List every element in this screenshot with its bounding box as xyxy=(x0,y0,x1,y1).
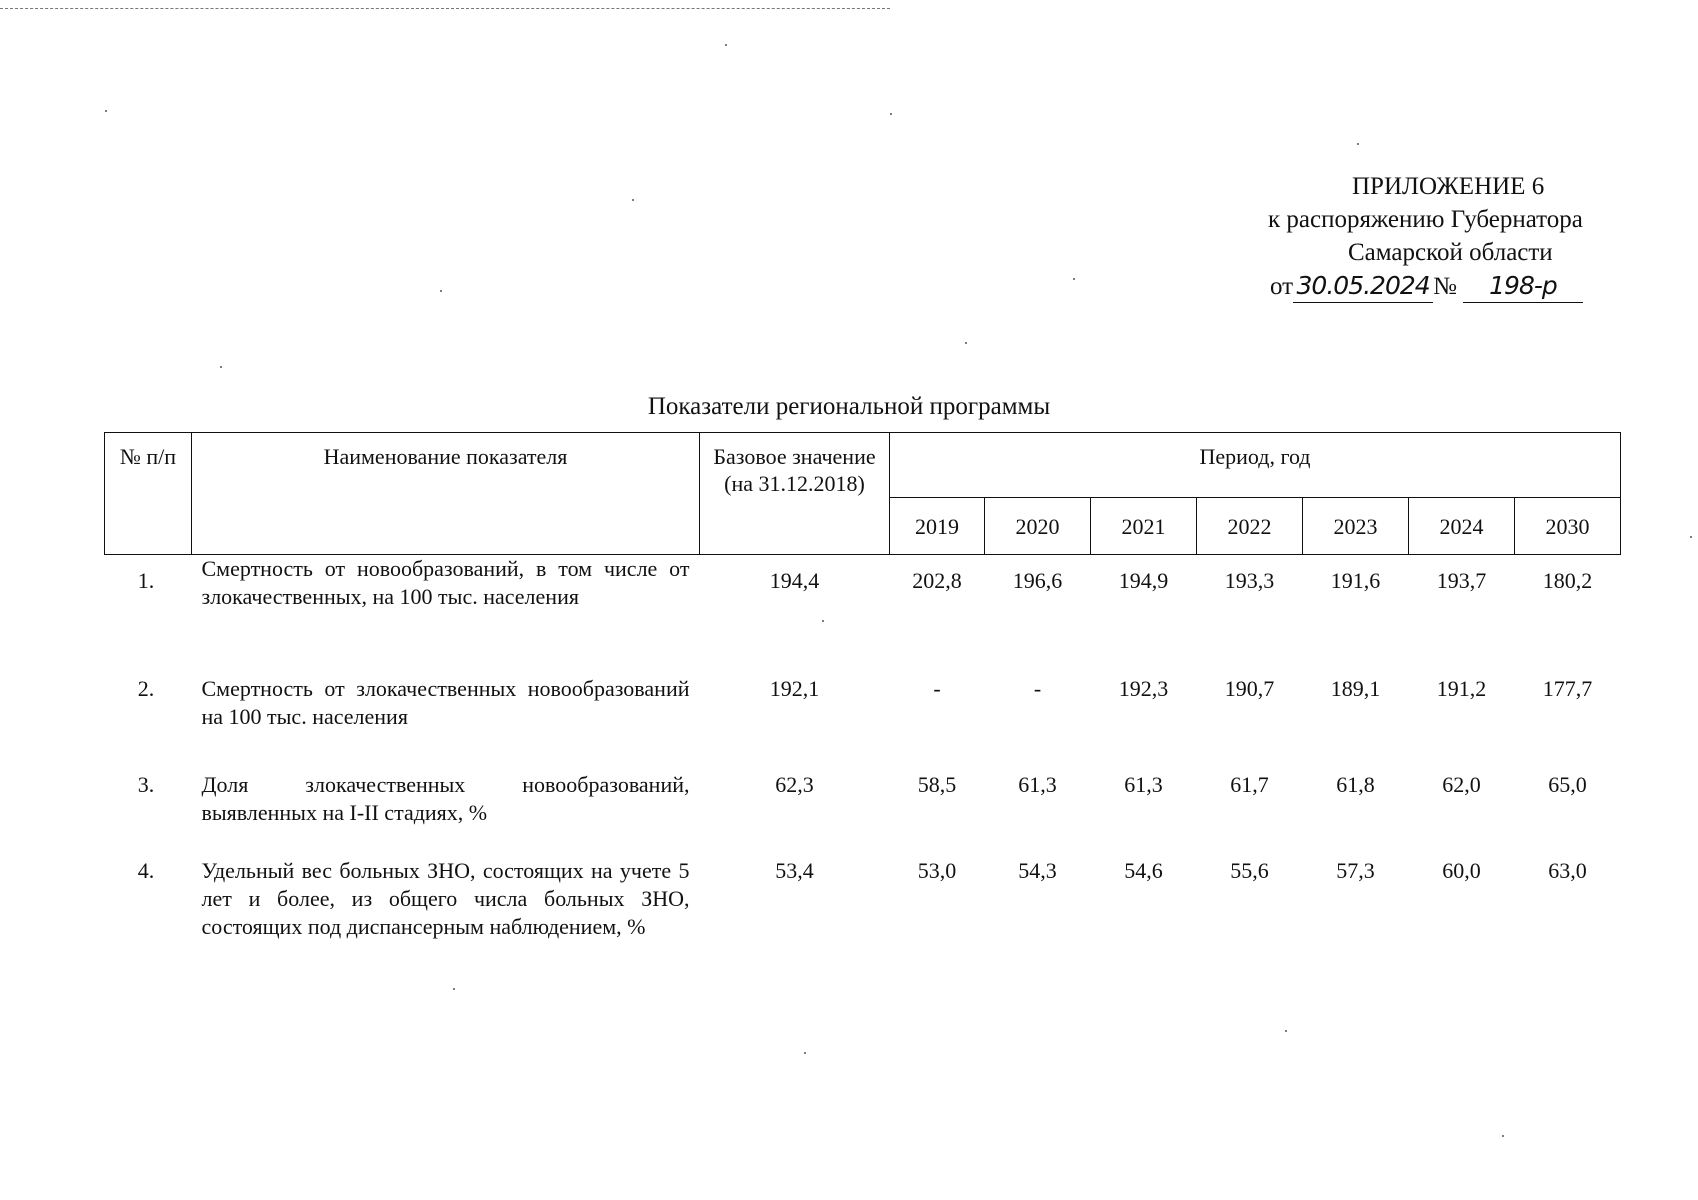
row-number: 1. xyxy=(137,568,155,593)
handwritten-date: 30.05.2024 xyxy=(1293,269,1433,303)
base-value: 192,1 xyxy=(769,676,820,701)
year-value: 60,0 xyxy=(1442,858,1481,883)
year-value: 54,6 xyxy=(1124,858,1163,883)
year-value: 193,3 xyxy=(1224,568,1275,593)
header-number: № п/п xyxy=(105,433,192,555)
scan-speck xyxy=(105,110,107,112)
header-period: Период, год xyxy=(890,433,1621,498)
scan-edge-line xyxy=(0,8,890,9)
handwritten-number: 198-р xyxy=(1463,269,1583,303)
year-value: 196,6 xyxy=(1012,568,1063,593)
year-value: 177,7 xyxy=(1542,676,1593,701)
table-row xyxy=(105,675,1621,771)
year-value: - xyxy=(1033,676,1042,701)
year-value: 62,0 xyxy=(1442,772,1481,797)
year-value: 53,0 xyxy=(917,858,957,883)
year-value: 55,6 xyxy=(1230,858,1269,883)
year-value: 61,8 xyxy=(1336,772,1375,797)
indicators-table xyxy=(104,432,1621,977)
appendix-date-number-line xyxy=(1270,269,1583,303)
scan-speck xyxy=(1357,143,1359,145)
year-value: 191,6 xyxy=(1330,568,1381,593)
year-value: 193,7 xyxy=(1436,568,1487,593)
scan-speck xyxy=(1073,278,1075,280)
year-value: 65,0 xyxy=(1548,772,1587,797)
year-value: 54,3 xyxy=(1018,858,1057,883)
number-label: № xyxy=(1433,273,1457,300)
year-value: 63,0 xyxy=(1548,858,1587,883)
base-value: 53,4 xyxy=(775,858,814,883)
header-year: 2030 xyxy=(1515,498,1621,555)
table-row xyxy=(105,555,1621,676)
scan-speck xyxy=(965,342,967,344)
year-value: 61,3 xyxy=(1124,772,1163,797)
indicator-name: Удельный вес больных ЗНО, состоящих на учете 5 лет и более, из общего числа больных ЗНО, состоящих под диспансерным наблюдением, % xyxy=(201,858,690,939)
year-value: 202,8 xyxy=(912,568,962,593)
header-year: 2022 xyxy=(1197,498,1303,555)
appendix-order-line: к распоряжению Губернатора xyxy=(1268,206,1583,233)
from-label: от xyxy=(1270,273,1294,300)
scan-speck xyxy=(804,1052,806,1054)
table-row xyxy=(105,771,1621,857)
year-value: 192,3 xyxy=(1118,676,1169,701)
scan-speck xyxy=(440,290,442,292)
scan-speck xyxy=(632,199,634,201)
scan-speck xyxy=(725,44,727,46)
row-number: 3. xyxy=(137,772,155,797)
scan-speck xyxy=(890,113,892,115)
indicator-name: Смертность от новообразований, в том числе от злокачественных, на 100 тыс. населения xyxy=(201,556,690,609)
year-value: 190,7 xyxy=(1224,676,1275,701)
table-row xyxy=(105,857,1621,977)
year-value: 57,3 xyxy=(1336,858,1375,883)
header-year: 2020 xyxy=(985,498,1091,555)
header-year: 2019 xyxy=(890,498,985,555)
year-value: 189,1 xyxy=(1330,676,1381,701)
base-value: 194,4 xyxy=(769,568,820,593)
header-year: 2024 xyxy=(1409,498,1515,555)
year-value: - xyxy=(933,676,941,701)
year-value: 191,2 xyxy=(1436,676,1487,701)
appendix-region-line: Самарской области xyxy=(1348,239,1553,266)
indicator-name: Доля злокачественных новообразований, выявленных на I-II стадиях, % xyxy=(201,772,690,825)
row-number: 4. xyxy=(137,858,155,883)
year-value: 58,5 xyxy=(917,772,957,797)
year-value: 180,2 xyxy=(1542,568,1593,593)
scan-speck xyxy=(1502,1135,1504,1137)
row-number: 2. xyxy=(137,676,155,701)
document-title: Показатели региональной программы xyxy=(647,393,1051,420)
year-value: 61,7 xyxy=(1230,772,1269,797)
header-year: 2021 xyxy=(1091,498,1197,555)
header-year: 2023 xyxy=(1303,498,1409,555)
year-value: 61,3 xyxy=(1018,772,1057,797)
scan-speck xyxy=(220,366,222,368)
indicator-name: Смертность от злокачественных новообразований на 100 тыс. населения xyxy=(201,676,690,729)
scan-speck xyxy=(1285,1030,1287,1032)
scan-speck xyxy=(1690,536,1692,538)
year-value: 194,9 xyxy=(1118,568,1169,593)
header-indicator-name: Наименование показателя xyxy=(192,433,700,555)
scan-speck xyxy=(453,988,455,990)
header-base-value: Базовое значение (на 31.12.2018) xyxy=(700,433,890,555)
base-value: 62,3 xyxy=(775,772,814,797)
appendix-title: ПРИЛОЖЕНИЕ 6 xyxy=(1352,173,1545,200)
